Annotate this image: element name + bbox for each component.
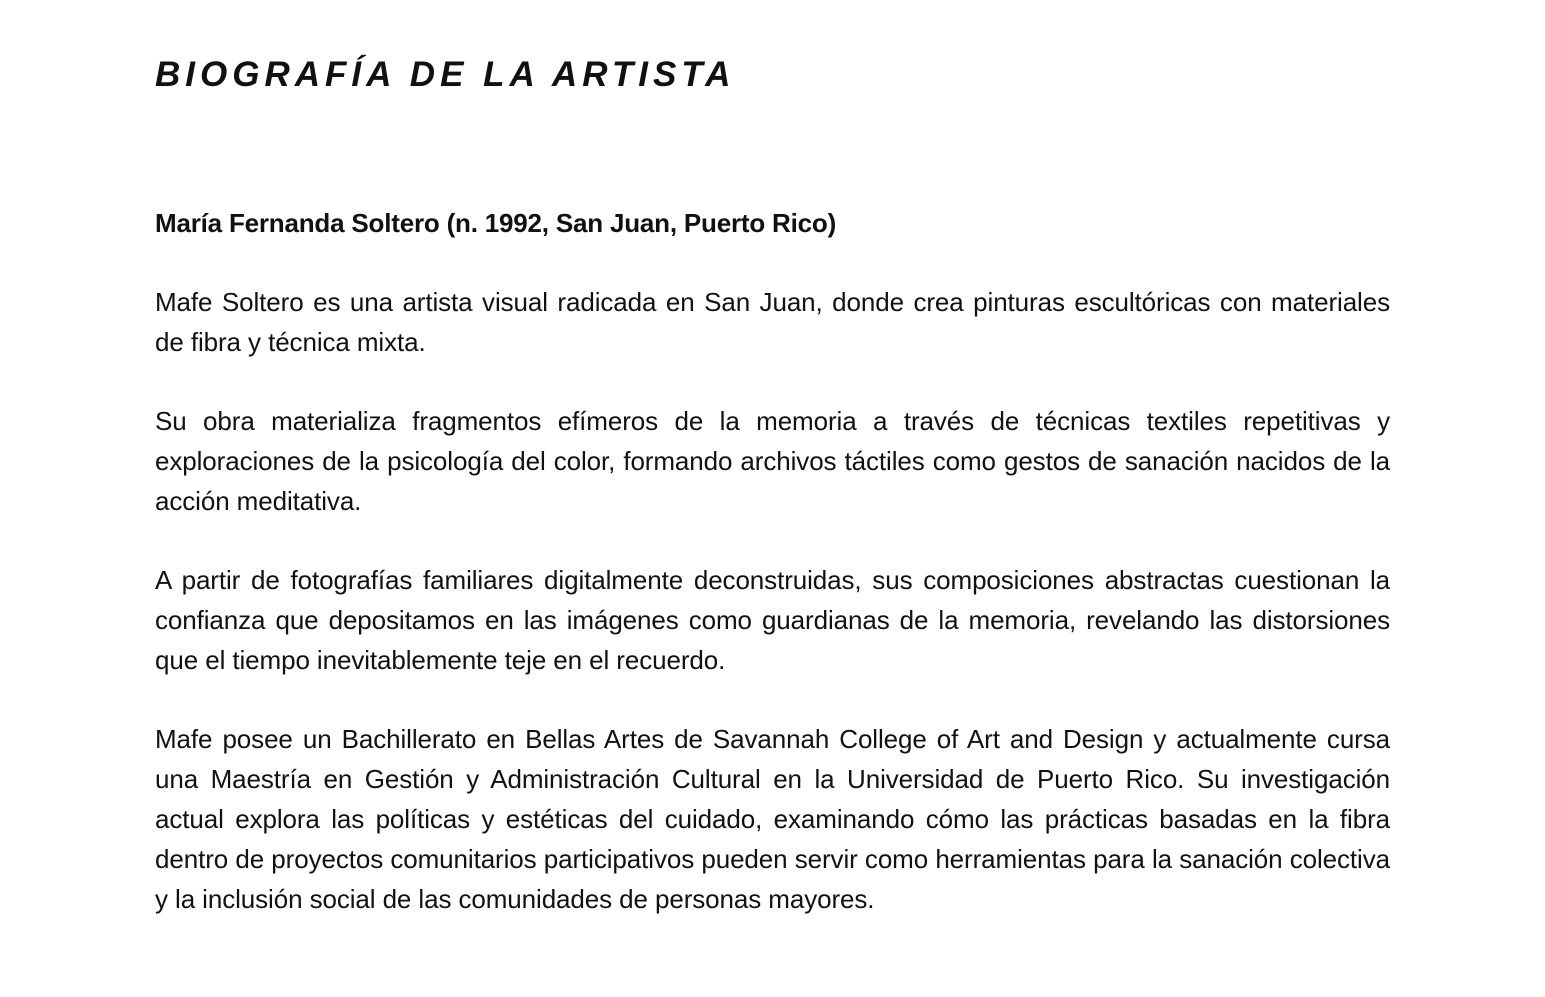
artist-name: María Fernanda Soltero (n. 1992, San Juan, Puerto Rico) xyxy=(155,208,837,238)
bio-paragraph-1: Mafe Soltero es una artista visual radicada en San Juan, donde crea pinturas escultóricas con materiales de fibra y técnica mixta. xyxy=(155,287,1390,357)
bio-paragraph-3: A partir de fotografías familiares digitalmente deconstruidas, sus composiciones abstractas cuestionan la confianza que depositamos en las imágenes como guardianas de la memoria, revelando las distorsiones que el tiempo inevitablemente teje en el recuerdo. xyxy=(155,565,1390,675)
page-title: BIOGRAFÍA DE LA ARTISTA xyxy=(155,55,736,94)
bio-paragraph-2: Su obra materializa fragmentos efímeros de la memoria a través de técnicas textiles repetitivas y exploraciones de la psicología del color, formando archivos táctiles como gestos de sanación nacidos de la acción meditativa. xyxy=(155,406,1390,516)
bio-paragraph-4: Mafe posee un Bachillerato en Bellas Artes de Savannah College of Art and Design y actualmente cursa una Maestría en Gestión y Administración Cultural en la Universidad de Puerto Rico. Su investigación actual explora las políticas y estéticas del cuidado, examinando cómo las prácticas basadas en la fibra dentro de proyectos comunitarios participativos pueden servir como herramientas para la sanación colectiva y la inclusión social de las comunidades de personas mayores. xyxy=(155,724,1390,914)
